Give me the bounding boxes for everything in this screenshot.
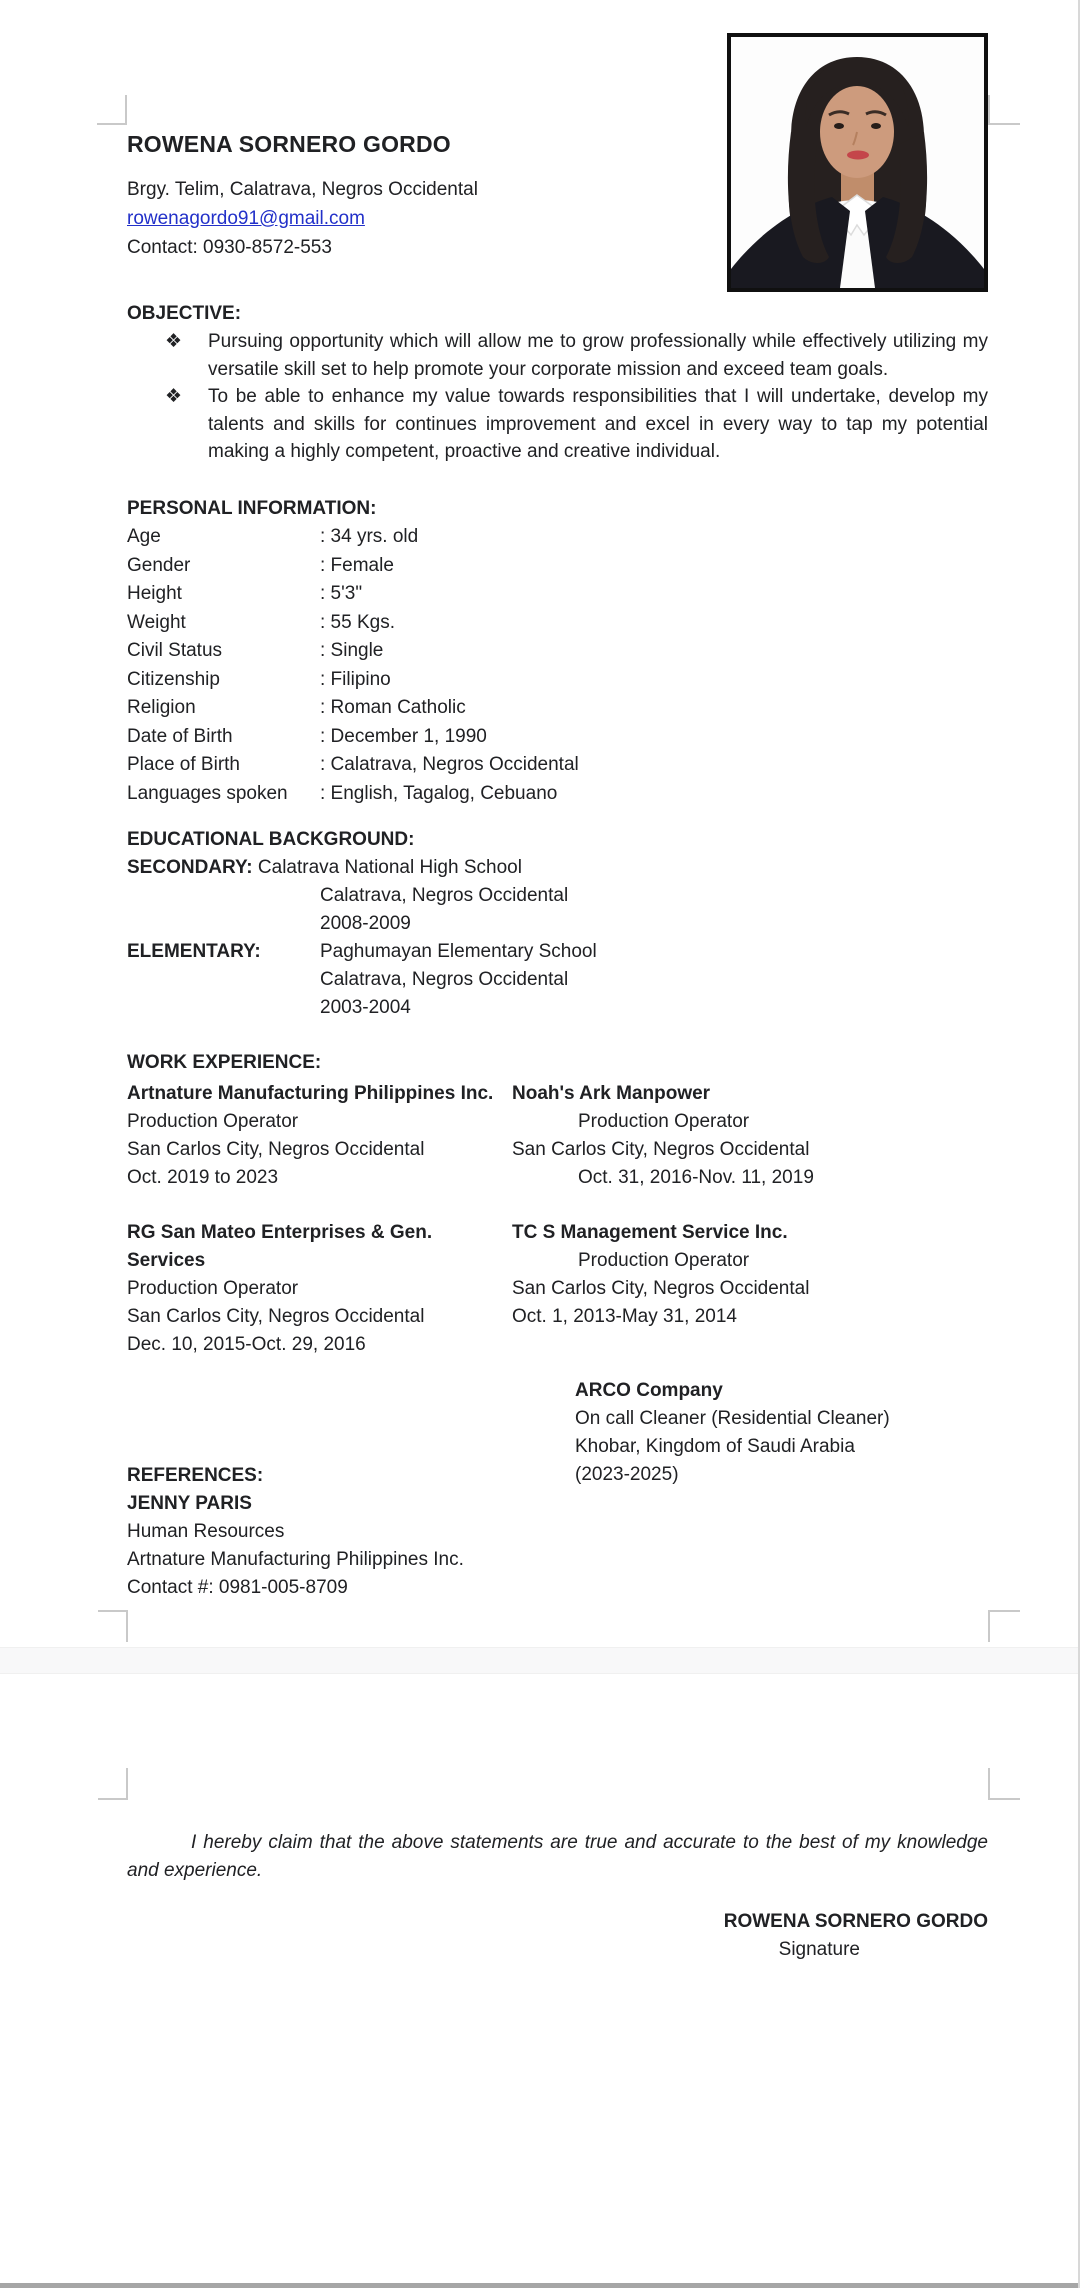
field-label: Height <box>127 583 182 604</box>
personal-info-row <box>127 666 988 695</box>
field-value: : 34 yrs. old <box>320 526 419 547</box>
job-period: (2023-2025) <box>575 1464 679 1485</box>
margin-corner-mark <box>988 1768 1020 1800</box>
secondary-label: SECONDARY: <box>127 857 253 878</box>
field-label: Age <box>127 526 161 547</box>
education-section <box>127 826 988 1022</box>
personal-info-row <box>127 552 988 581</box>
signature-name: ROWENA SORNERO GORDO <box>723 1911 988 1932</box>
reference-title: Human Resources <box>127 1521 285 1542</box>
field-value: : English, Tagalog, Cebuano <box>320 782 558 804</box>
field-label: Place of Birth <box>127 754 240 775</box>
reference-contact: Contact #: 0981-005-8709 <box>127 1577 348 1598</box>
objective-bullet-text: Pursuing opportunity which will allow me to grow professionally while effectively utilizing my versatile skill set to help promote your corporate mission and exceed team goals. <box>208 331 988 380</box>
job-entry <box>127 1219 512 1359</box>
objective-bullet-text: To be able to enhance my value towards responsibilities that I will undertake, develop my talents and skills for continues improvement and excel in every way to tap my potential making a highly competent, proactive and creative individual. <box>208 386 988 462</box>
job-period: Oct. 2019 to 2023 <box>127 1167 279 1188</box>
diamond-bullet-icon: ❖ <box>165 386 183 407</box>
job-location: San Carlos City, Negros Occidental <box>512 1278 810 1299</box>
job-company: RG San Mateo Enterprises & Gen. Services <box>127 1222 433 1271</box>
job-entry <box>127 1080 512 1192</box>
diamond-bullet-icon: ❖ <box>165 331 183 352</box>
job-company: Artnature Manufacturing Philippines Inc. <box>127 1083 494 1104</box>
field-value: : 55 Kgs. <box>320 611 395 633</box>
secondary-school: Calatrava National High School <box>257 857 522 878</box>
field-label: Citizenship <box>127 668 220 690</box>
objective-heading: OBJECTIVE: <box>127 303 242 324</box>
signature-block <box>127 1908 988 1964</box>
job-period: Dec. 10, 2015-Oct. 29, 2016 <box>127 1334 366 1355</box>
margin-corner-mark <box>98 1610 128 1642</box>
job-entry <box>512 1080 988 1192</box>
objective-bullet <box>127 383 988 466</box>
personal-info-row <box>127 780 988 809</box>
secondary-location: Calatrava, Negros Occidental <box>320 885 569 906</box>
margin-corner-mark <box>988 95 1020 125</box>
applicant-contact: Contact: 0930-8572-553 <box>127 237 332 258</box>
job-row <box>127 1080 988 1192</box>
work-experience-heading: WORK EXPERIENCE: <box>127 1052 322 1073</box>
references-heading: REFERENCES: <box>127 1465 264 1486</box>
job-role: Production Operator <box>578 1250 750 1271</box>
applicant-address: Brgy. Telim, Calatrava, Negros Occidental <box>127 179 478 200</box>
field-label: Gender <box>127 554 191 576</box>
field-label: Languages spoken <box>127 782 288 804</box>
job-company: TC S Management Service Inc. <box>512 1222 788 1243</box>
field-label: Religion <box>127 697 196 718</box>
job-role: Production Operator <box>127 1278 299 1299</box>
job-location: San Carlos City, Negros Occidental <box>512 1139 810 1160</box>
job-role: Production Operator <box>127 1111 299 1132</box>
declaration-text: I hereby claim that the above statements are true and accurate to the best of my knowledge and experience. <box>127 1832 988 1881</box>
personal-info-row <box>127 609 988 638</box>
field-value: : Female <box>320 554 394 576</box>
signature-label: Signature <box>778 1939 860 1960</box>
job-company: Noah's Ark Manpower <box>512 1083 711 1104</box>
job-role: On call Cleaner (Residential Cleaner) <box>575 1408 890 1429</box>
objective-section <box>127 300 988 466</box>
education-heading: EDUCATIONAL BACKGROUND: <box>127 829 415 850</box>
job-company: ARCO Company <box>575 1380 723 1401</box>
personal-info-row <box>127 751 988 780</box>
margin-corner-mark <box>97 95 127 125</box>
job-location: San Carlos City, Negros Occidental <box>127 1139 425 1160</box>
field-value: : Calatrava, Negros Occidental <box>320 754 579 775</box>
applicant-name: ROWENA SORNERO GORDO <box>127 131 451 157</box>
personal-info-section <box>127 495 988 808</box>
elementary-line <box>127 938 988 966</box>
reference-company: Artnature Manufacturing Philippines Inc. <box>127 1549 464 1570</box>
job-location: San Carlos City, Negros Occidental <box>127 1306 425 1327</box>
job-location: Khobar, Kingdom of Saudi Arabia <box>575 1436 855 1457</box>
personal-info-row <box>127 523 988 552</box>
job-period: Oct. 31, 2016-Nov. 11, 2019 <box>578 1167 814 1188</box>
secondary-line <box>127 854 988 882</box>
applicant-photo-image <box>731 37 984 288</box>
applicant-photo <box>727 33 988 292</box>
personal-info-heading: PERSONAL INFORMATION: <box>127 498 377 519</box>
field-value: : Filipino <box>320 668 391 690</box>
job-role: Production Operator <box>578 1111 750 1132</box>
work-experience-section <box>127 1049 988 1489</box>
margin-corner-mark <box>98 1768 128 1800</box>
job-period: Oct. 1, 2013-May 31, 2014 <box>512 1306 737 1327</box>
personal-info-row <box>127 637 988 666</box>
reference-name: JENNY PARIS <box>127 1493 252 1514</box>
margin-corner-mark <box>988 1610 1020 1642</box>
field-label: Civil Status <box>127 640 223 661</box>
job-row <box>127 1219 988 1359</box>
email-link[interactable]: rowenagordo91@gmail.com <box>127 208 365 229</box>
page-separator <box>0 1647 1080 1674</box>
references-section <box>127 1462 767 1602</box>
field-value: : 5'3" <box>320 583 363 604</box>
personal-info-row <box>127 580 988 609</box>
elementary-years: 2003-2004 <box>320 997 411 1018</box>
elementary-label: ELEMENTARY: <box>127 941 261 962</box>
field-value: : Single <box>320 640 384 661</box>
personal-info-row <box>127 694 988 723</box>
job-entry <box>512 1219 988 1359</box>
field-label: Date of Birth <box>127 725 233 747</box>
secondary-years: 2008-2009 <box>320 913 411 934</box>
objective-bullet <box>127 328 988 383</box>
field-label: Weight <box>127 611 186 633</box>
personal-info-row <box>127 723 988 752</box>
field-value: : December 1, 1990 <box>320 725 487 747</box>
viewport-bottom-edge <box>0 2283 1080 2288</box>
elementary-school: Paghumayan Elementary School <box>320 941 597 962</box>
elementary-location: Calatrava, Negros Occidental <box>320 969 569 990</box>
field-value: : Roman Catholic <box>320 697 466 718</box>
header-block <box>127 129 747 262</box>
